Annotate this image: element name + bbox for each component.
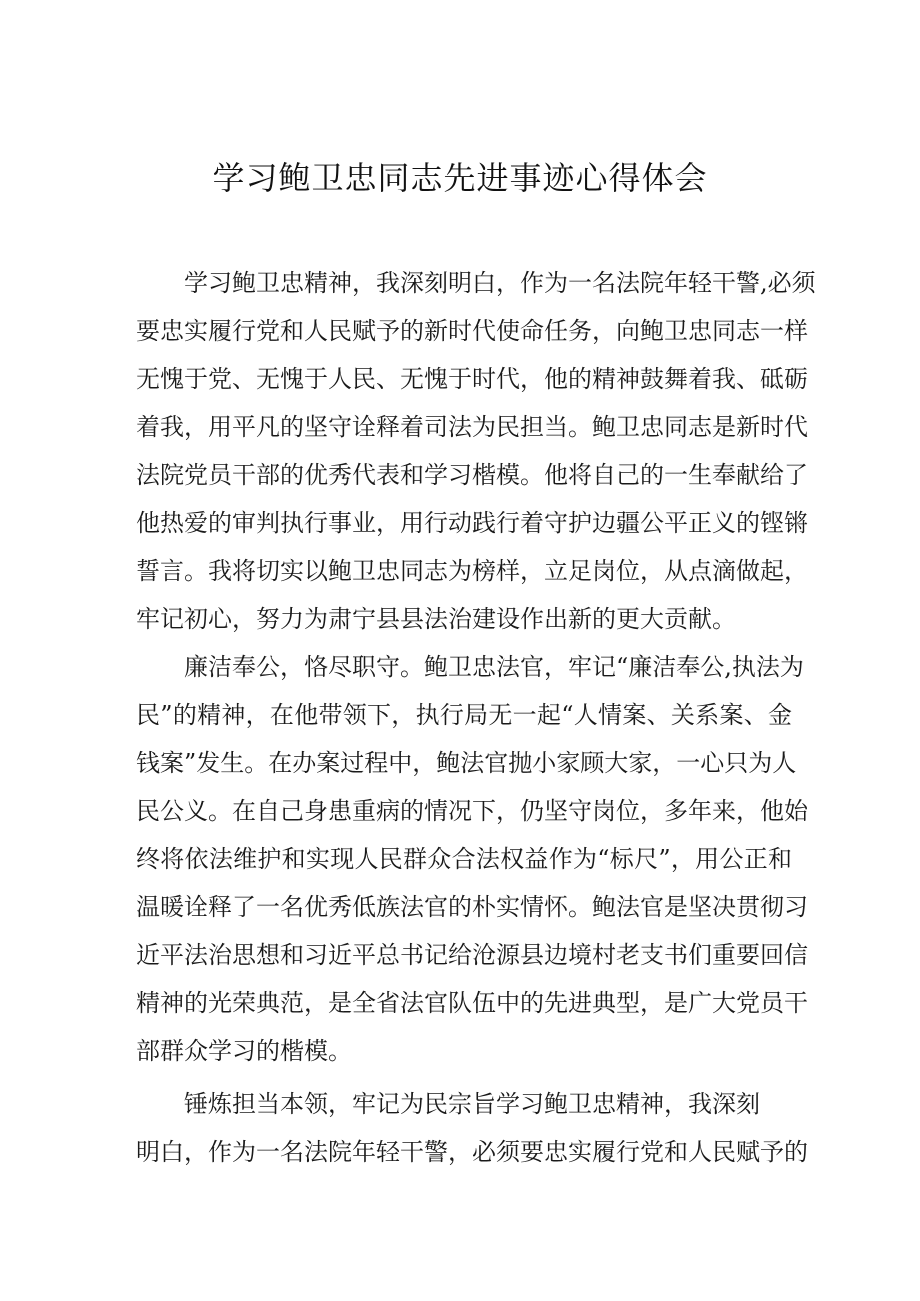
paragraph-line: 温暖诠释了一名优秀低族法官的朴实情怀。鲍法官是坚决贯彻习 xyxy=(136,893,808,921)
paragraph-line: 民”的精神，在他带领下，执行局无一起“人情案、关系案、金 xyxy=(136,701,792,729)
paragraph-line: 近平法治思想和习近平总书记给沧源县边境村老支书们重要回信 xyxy=(136,941,808,969)
paragraph-line: 法院党员干部的优秀代表和学习楷模。他将自己的一生奉献给了 xyxy=(136,461,808,489)
paragraph-line: 部群众学习的楷模。 xyxy=(136,1037,352,1065)
paragraph-line: 民公义。在自己身患重病的情况下，仍坚守岗位，多年来，他始 xyxy=(136,797,808,825)
document-title: 学习鲍卫忠同志先进事迹心得体会 xyxy=(212,159,708,197)
paragraph-line: 终将依法维护和实现人民群众合法权益作为“标尺”，用公正和 xyxy=(136,845,792,873)
paragraph-line: 精神的光荣典范，是全省法官队伍中的先进典型，是广大党员干 xyxy=(136,989,808,1017)
paragraph-line: 廉洁奉公，恪尽职守。鲍卫忠法官，牢记“廉洁奉公,执法为 xyxy=(184,653,804,681)
paragraph-line: 钱案”发生。在办案过程中，鲍法官抛小家顾大家，一心只为人 xyxy=(136,749,797,777)
paragraph-line: 着我，用平凡的坚守诠释着司法为民担当。鲍卫忠同志是新时代 xyxy=(136,413,808,441)
paragraph-line: 誓言。我将切实以鲍卫忠同志为榜样，立足岗位，从点滴做起， xyxy=(136,557,808,585)
paragraph-line: 学习鲍卫忠精神，我深刻明白，作为一名法院年轻干警,必须 xyxy=(184,269,816,297)
paragraph-line: 锤炼担当本领，牢记为民宗旨学习鲍卫忠精神，我深刻 xyxy=(184,1090,760,1118)
paragraph-line: 牢记初心，努力为肃宁县县法治建设作出新的更大贡献。 xyxy=(136,605,736,633)
paragraph-line: 无愧于党、无愧于人民、无愧于时代，他的精神鼓舞着我、砥砺 xyxy=(136,365,808,393)
paragraph-line: 他热爱的审判执行事业，用行动践行着守护边疆公平正义的铿锵 xyxy=(136,509,808,537)
paragraph-line: 要忠实履行党和人民赋予的新时代使命任务，向鲍卫忠同志一样 xyxy=(136,317,808,345)
paragraph-line: 明白，作为一名法院年轻干警，必须要忠实履行党和人民赋予的 xyxy=(136,1138,808,1166)
